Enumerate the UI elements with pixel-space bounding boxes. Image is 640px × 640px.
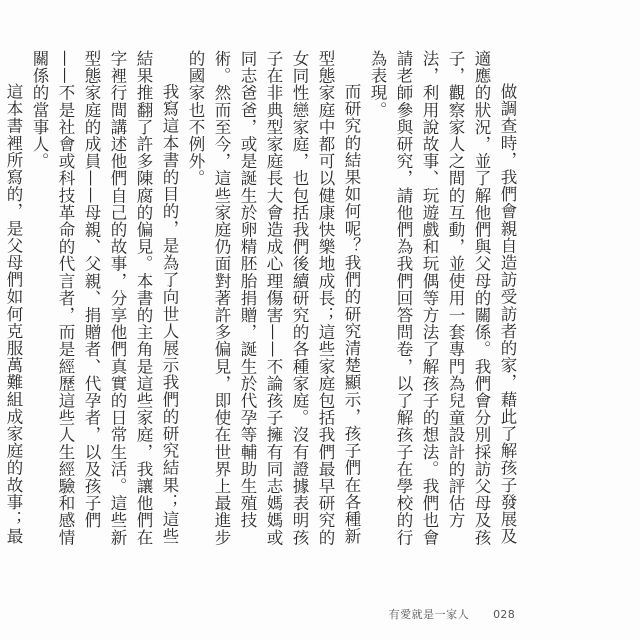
paragraph-3: 我寫這本書的目的，是為了向世人展示我們的研究結果；這些結果推翻了許多陳腐的偏見。本書的主角是這些家庭，我讓他們在字裡行間講述他們自己的故事，分享他們真實的日常生活。這些新型態家庭的成員——母親、父親、捐贈者、代孕者，以及孩子們——不是社會或科技革命的代言者，而是經歷這些人生經驗和感情關係的當事人。	[30, 50, 179, 546]
running-title: 有愛就是一家人	[388, 608, 470, 621]
body-text	[4, 50, 520, 550]
paragraph-1: 做調查時，我們會親自造訪受訪者的家，藉此了解孩子發展及適應的狀況，並了解他們與父母的關係。我們會分別採訪父母及孩子，觀察家人之間的互動，並使用一套專門為兒童設計的評估方法，利用說故事、玩遊戲和玩偶等方法了解孩子的想法。我們也會請老師參與研究，請他們為我們回答問卷，以了解孩子在學校的行為表現。	[368, 50, 517, 546]
page-number: 028	[493, 608, 515, 621]
paragraph-2: 而研究的結果如何呢？我們的研究清楚顯示，孩子們在各種新型態家庭中都可以健康快樂地成長；這些家庭包括我們最早研究的女同性戀家庭，也包括我們後續研究的各種家庭。沒有證據表明孩子在非典型家庭長大會造成心理傷害——不論孩子擁有同志媽媽或同志爸爸，或是誕生於卵精胚胎捐贈，誕生於代孕等輔助生殖技術。然而至今，這些家庭仍面對著許多偏見，即使在世界上最進步的國家也不例外。	[186, 50, 361, 546]
page-footer	[389, 606, 515, 622]
paragraph-4: 這本書裡所寫的，是父母們如何克服萬難組成家庭的故事；最	[4, 83, 23, 545]
